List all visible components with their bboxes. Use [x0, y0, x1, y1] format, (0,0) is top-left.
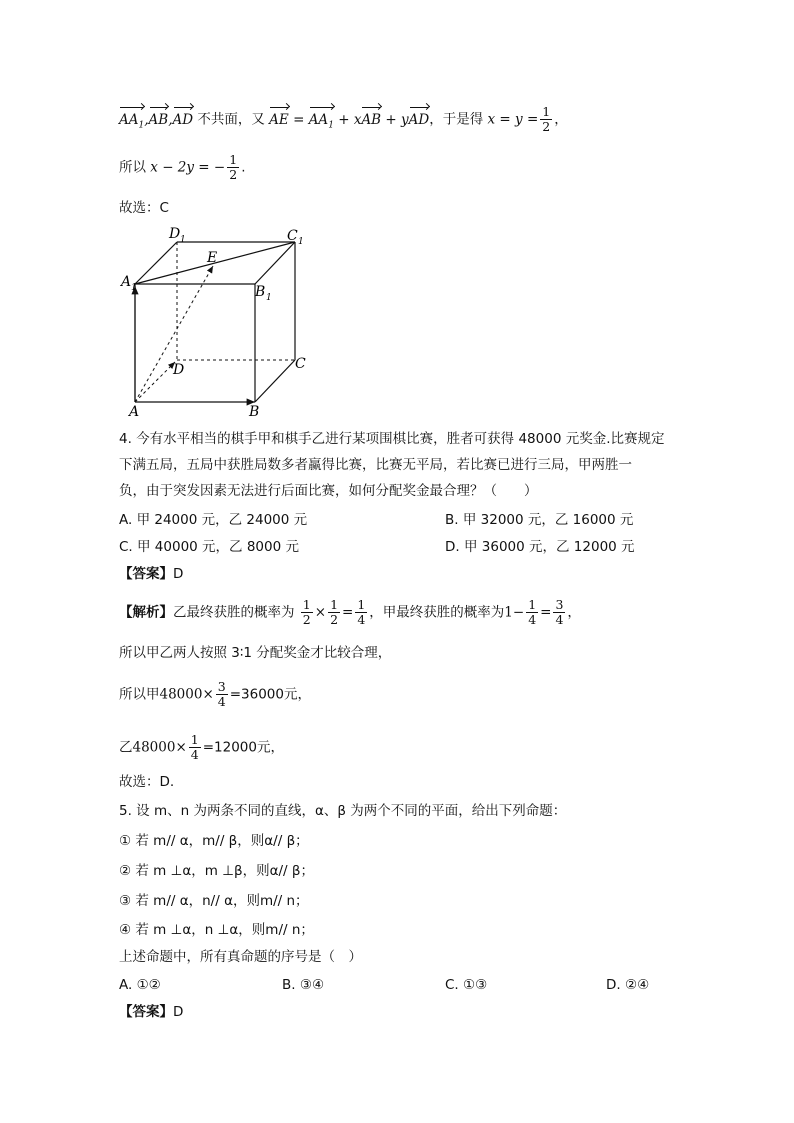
q4-option-b: B. 甲 32000 元，乙 16000 元: [445, 512, 634, 528]
q5-prop-2: ② 若 m ⊥α，m ⊥β，则α// β；: [119, 863, 315, 879]
label-B: B: [249, 404, 260, 420]
q4-stem-line3: 负，由于突发因素无法进行后面比赛，如何分配奖金最合理？（ ）: [119, 483, 538, 499]
q4-stem-line2: 下满五局，五局中获胜局数多者赢得比赛，比赛无平局，若比赛已进行三局，甲两胜一: [119, 457, 632, 473]
q4-analysis-line1: 【解析】乙最终获胜的概率为 $\frac{1}{2}$ × $\frac{1}{2}$ = $\frac{1}{4}$ ，甲最终获胜的概率为1− $\frac{1}{4}$ = $\frac{3}{4}$ ，: [119, 597, 581, 627]
label-A: A: [129, 404, 140, 420]
fraction-one-half: $\frac{1}{2}$: [229, 152, 238, 182]
q4-option-c: C. 甲 40000 元，乙 8000 元: [119, 539, 299, 555]
q4-option-a: A. 甲 24000 元，乙 24000 元: [119, 512, 308, 528]
prev-solution-choice: 故选：C: [119, 200, 169, 216]
label-E: E: [207, 250, 218, 266]
svg-text:1: 1: [180, 235, 186, 245]
label-D1: D: [169, 226, 181, 242]
prev-solution-line1: $AA_1,AB,AD$ 不共面，又 AE = $AA_1$ + xAB + yAD，于是得 x = y = $\frac{1}{2}$ ，: [119, 104, 568, 134]
q5-option-b: B. ③④: [282, 977, 325, 993]
label-C: C: [295, 356, 306, 372]
q5-option-d: D. ②④: [606, 977, 650, 993]
label-B1: B: [255, 284, 266, 300]
prev-solution-line2: 所以 x − 2y = − $\frac{1}{2}$ .: [119, 152, 246, 182]
q4-analysis-line4: 乙48000× $\frac{1}{4}$ =12000元，: [119, 732, 284, 762]
text-then: ，于是得: [429, 111, 484, 128]
q4-conclusion: 故选：D.: [119, 774, 175, 790]
q4-analysis-line2: 所以甲乙两人按照 3∶1 分配奖金才比较合理，: [119, 645, 392, 661]
q4-answer: 【答案】D: [119, 566, 184, 582]
q5-prop-4: ④ 若 m ⊥α，n ⊥α，则m// n；: [119, 922, 314, 938]
q5-prop-1: ① 若 m// α，m// β，则α// β；: [119, 833, 309, 849]
label-A1: A: [121, 274, 132, 290]
q5-option-a: A. ①②: [119, 977, 161, 993]
label-D: D: [173, 362, 185, 378]
q5-option-c: C. ①③: [445, 977, 488, 993]
svg-text:1: 1: [266, 293, 272, 303]
label-C1: C: [287, 228, 298, 244]
cube-figure: [115, 222, 335, 422]
q4-stem-line1: 4. 今有水平相当的棋手甲和棋手乙进行某项围棋比赛，胜者可获得 48000 元奖金.比赛规定: [119, 431, 665, 447]
q5-answer: 【答案】D: [119, 1004, 184, 1020]
q5-stem: 5. 设 m、n 为两条不同的直线，α、β 为两个不同的平面，给出下列命题：: [119, 803, 567, 819]
q5-prop-3: ③ 若 m// α，n// α，则m// n；: [119, 893, 309, 909]
q5-question: 上述命题中，所有真命题的序号是（ ）: [119, 949, 362, 965]
svg-text:1: 1: [298, 237, 304, 247]
q4-option-d: D. 甲 36000 元，乙 12000 元: [445, 539, 635, 555]
text-not-coplanar: 不共面，又: [197, 111, 265, 128]
svg-text:1: 1: [131, 283, 137, 293]
fraction-one-half: $\frac{1}{2}$: [542, 104, 551, 134]
q4-analysis-line3: 所以甲48000× $\frac{3}{4}$ =36000元，: [119, 679, 311, 709]
